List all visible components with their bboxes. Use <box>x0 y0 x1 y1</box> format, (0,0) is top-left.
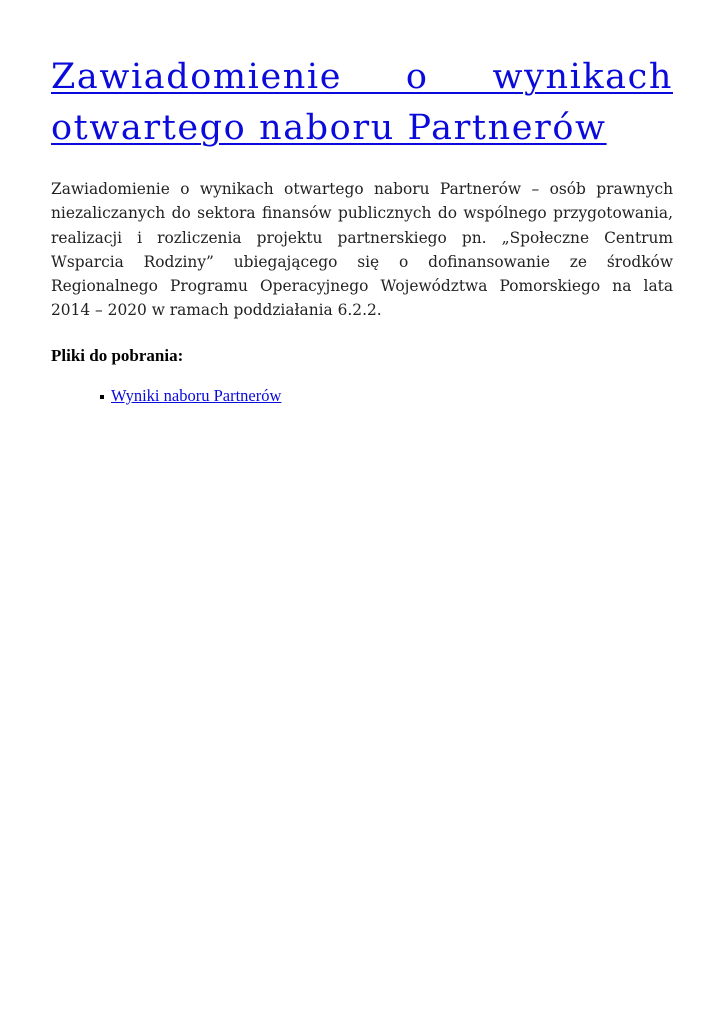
download-link[interactable]: Wyniki naboru Partnerów <box>111 385 282 405</box>
article-body: Zawiadomienie o wynikach otwartego naboru Partnerów – osób prawnych niezaliczanych do sektora finansów publicznych do wspólnego przygotowania, realizacji i rozliczenia projektu partnerskiego pn. „Społeczne Centrum Wsparcia Rodziny” ubiegającego się o dofinansowanie ze środków Regionalnego Programu Operacyjnego Województwa Pomorskiego na lata 2014 – 2020 w ramach poddziałania 6.2.2. <box>51 180 673 320</box>
article <box>51 52 673 407</box>
downloads-list <box>51 385 673 407</box>
downloads-heading: Pliki do pobrania: <box>51 345 184 365</box>
list-item <box>100 385 673 407</box>
title-link[interactable]: Zawiadomienie o wynikach otwartego naboru Partnerów <box>51 57 673 148</box>
square-bullet-icon <box>100 395 104 399</box>
page-title <box>51 52 673 154</box>
